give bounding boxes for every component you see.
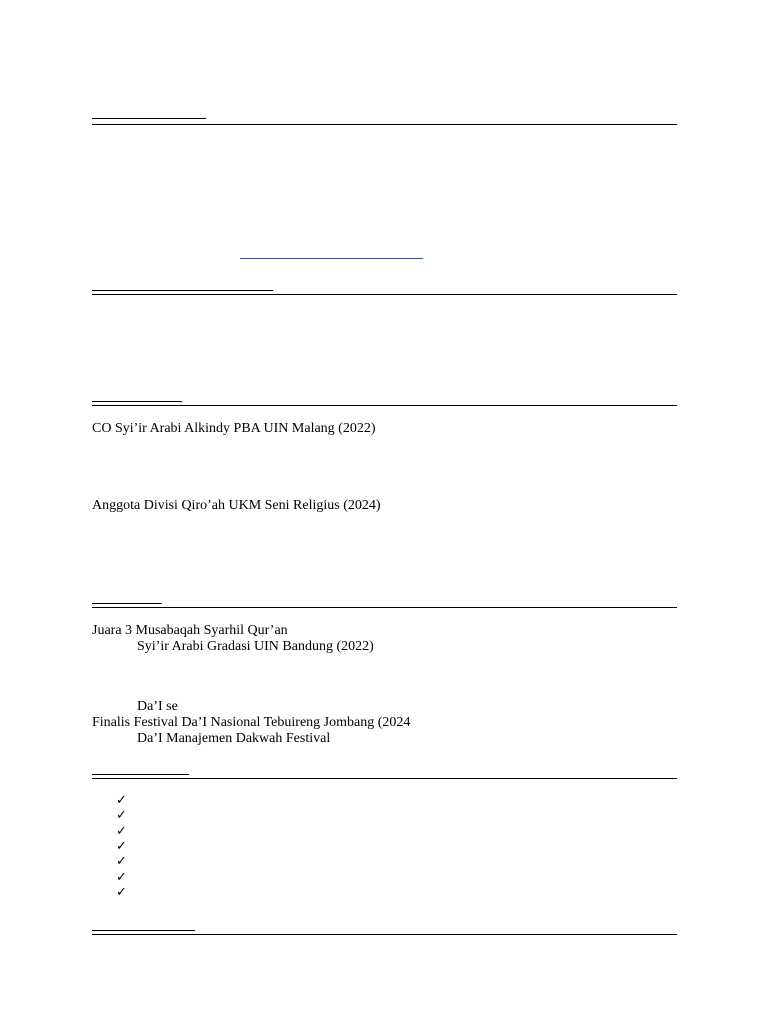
section-heading-underline bbox=[92, 774, 189, 775]
section-heading-underline bbox=[92, 118, 206, 119]
section-heading-underline bbox=[92, 401, 182, 402]
checkmark-icon: ✓ bbox=[116, 884, 127, 900]
achievement-line: Da’I Manajemen Dakwah Festival bbox=[137, 731, 331, 746]
checkmark-icon: ✓ bbox=[116, 838, 127, 854]
checkmark-icon: ✓ bbox=[116, 793, 127, 808]
checkmark-icon: ✓ bbox=[116, 808, 127, 824]
section-heading-underline bbox=[92, 603, 162, 604]
checkmark-icon: ✓ bbox=[116, 823, 127, 839]
section-divider bbox=[92, 778, 677, 779]
section-divider bbox=[92, 934, 677, 935]
link-underline[interactable] bbox=[240, 258, 423, 259]
checkmark-icon: ✓ bbox=[116, 854, 127, 870]
checkmark-icon: ✓ bbox=[116, 869, 127, 885]
achievement-line: Juara 3 Musabaqah Syarhil Qur’an bbox=[92, 623, 288, 638]
section-heading-underline bbox=[92, 290, 273, 291]
organization-item: Anggota Divisi Qiro’ah UKM Seni Religius (2024) bbox=[92, 498, 381, 513]
section-heading-underline bbox=[92, 930, 195, 931]
section-divider bbox=[92, 294, 677, 295]
section-divider bbox=[92, 405, 677, 406]
achievement-line: Da’I se bbox=[137, 699, 178, 714]
organization-item: CO Syi’ir Arabi Alkindy PBA UIN Malang (2022) bbox=[92, 421, 376, 436]
section-divider bbox=[92, 607, 677, 608]
achievement-line: Syi’ir Arabi Gradasi UIN Bandung (2022) bbox=[137, 639, 374, 654]
section-divider bbox=[92, 124, 677, 125]
achievement-line: Finalis Festival Da’I Nasional Tebuireng Jombang (2024 bbox=[92, 715, 411, 730]
